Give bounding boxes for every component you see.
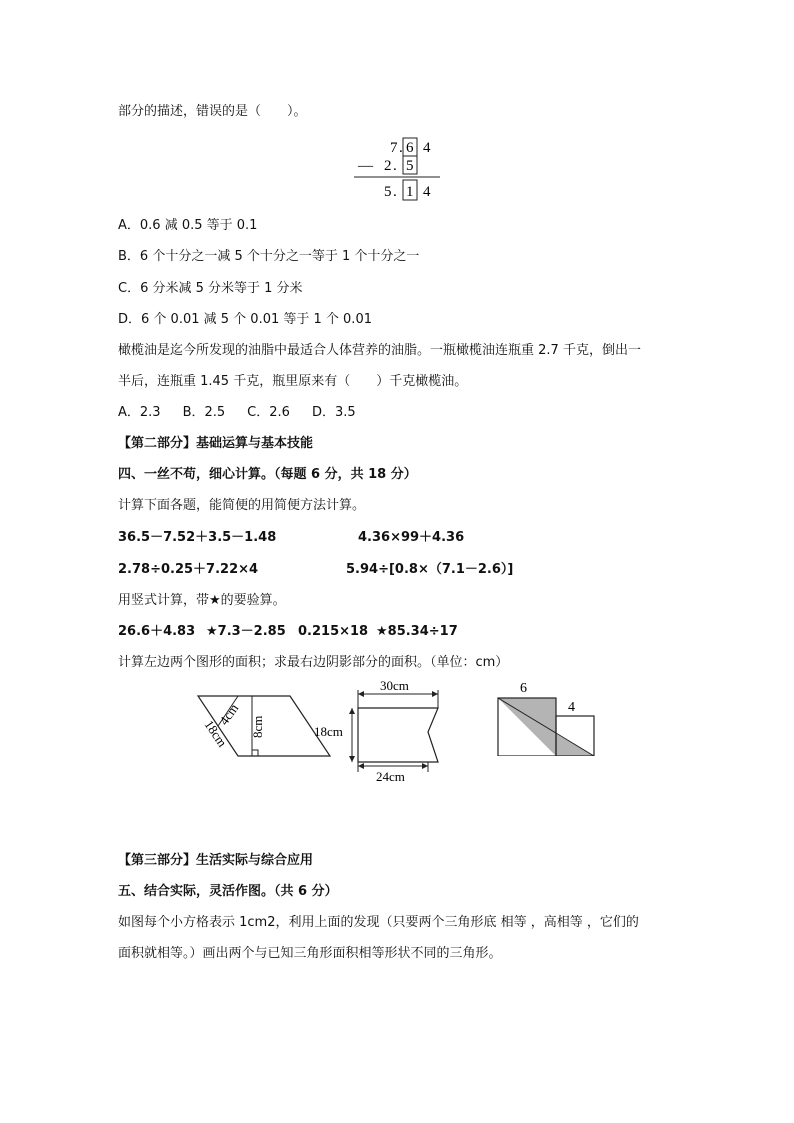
label-top: 30cm (380, 680, 409, 693)
vert-item-2: ★7.3－2.85 (206, 624, 286, 639)
calc-item-d: 5.94÷[0.8×（7.1－2.6）] (346, 562, 514, 577)
digit: 4 (423, 140, 431, 156)
digit: 5 (406, 158, 414, 174)
vertical-instruction: 用竖式计算，带★的要验算。 (118, 593, 286, 608)
area-instruction: 计算左边两个图形的面积；求最右边阴影部分的面积。（单位：cm） (118, 655, 509, 670)
question-olive-line1: 橄榄油是迄今所发现的油脂中最适合人体营养的油脂。一瓶橄榄油连瓶重 2.7 千克，倒出一 (118, 343, 641, 358)
arrow-head (432, 691, 438, 697)
question-olive-line2: 半后，连瓶重 1.45 千克，瓶里原来有（ ）千克橄榄油。 (118, 374, 468, 389)
arrow-head (358, 691, 364, 697)
shaded-squares-figure (494, 676, 598, 756)
option-b: B．6 个十分之一减 5 个十分之一等于 1 个十分之一 (118, 249, 420, 264)
digit: . (393, 158, 397, 174)
label-height: 8cm (250, 715, 265, 738)
option-c: C．6 分米减 5 分米等于 1 分米 (118, 281, 303, 296)
question-stem-tail: 部分的描述，错误的是（ ）。 (118, 104, 307, 119)
digit: 6 (406, 140, 414, 156)
notched-rectangle-figure (312, 680, 452, 782)
option-b: B．2.5 (182, 405, 226, 420)
label-small-side: 4 (568, 700, 575, 715)
section5-line1: 如图每个小方格表示 1cm2，利用上面的发现（只要两个三角形底 相等 ，高相等 ，它们的 (118, 915, 639, 930)
part3-title: 【第三部分】生活实际与综合应用 (118, 853, 314, 868)
calc-item-a: 36.5－7.52＋3.5－1.48 (118, 530, 277, 545)
section4-title: 四、一丝不苟，细心计算。（每题 6 分，共 18 分） (118, 467, 417, 482)
vert-item-4: ★85.34÷17 (376, 624, 458, 639)
digit: 5 (384, 184, 392, 200)
label-side: 18cm (201, 717, 231, 750)
minus-sign: — (358, 158, 373, 174)
digit: 7 (390, 140, 398, 156)
notched-rectangle (358, 708, 438, 762)
calc-item-b: 4.36×99＋4.36 (358, 530, 465, 545)
label-slant: 4cm (216, 700, 242, 728)
digit: 4 (423, 184, 431, 200)
arrow-head (422, 763, 428, 769)
vert-item-3: 0.215×18 (298, 624, 369, 639)
section5-title: 五、结合实际，灵活作图。（共 6 分） (118, 884, 338, 899)
option-d: D．3.5 (311, 405, 356, 420)
label-bottom: 24cm (376, 769, 405, 782)
option-a: A．0.6 减 0.5 等于 0.1 (118, 218, 258, 233)
digit: . (399, 140, 403, 156)
option-row (118, 404, 356, 422)
arrow-head (349, 756, 355, 762)
arrow-head (358, 763, 364, 769)
digit: 1 (406, 184, 414, 200)
label-big-side: 6 (520, 681, 527, 696)
right-angle-mark (252, 750, 258, 756)
digit: . (393, 184, 397, 200)
option-a: A．2.3 (118, 405, 161, 420)
shaded-triangle-big (498, 698, 556, 756)
arrow-head (349, 708, 355, 714)
part2-title: 【第二部分】基础运算与基本技能 (118, 436, 314, 451)
section4-instruction: 计算下面各题，能简便的用简便方法计算。 (118, 498, 366, 513)
option-d: D．6 个 0.01 减 5 个 0.01 等于 1 个 0.01 (118, 312, 372, 327)
vert-item-1: 26.6＋4.83 (118, 624, 196, 639)
label-left: 18cm (314, 724, 343, 739)
vertical-subtraction (352, 136, 452, 202)
digit: 2 (384, 158, 392, 174)
option-c: C．2.6 (247, 405, 290, 420)
calc-item-c: 2.78÷0.25＋7.22×4 (118, 562, 259, 577)
section5-line2: 面积就相等。）画出两个与已知三角形面积相等形状不同的三角形。 (118, 946, 502, 961)
